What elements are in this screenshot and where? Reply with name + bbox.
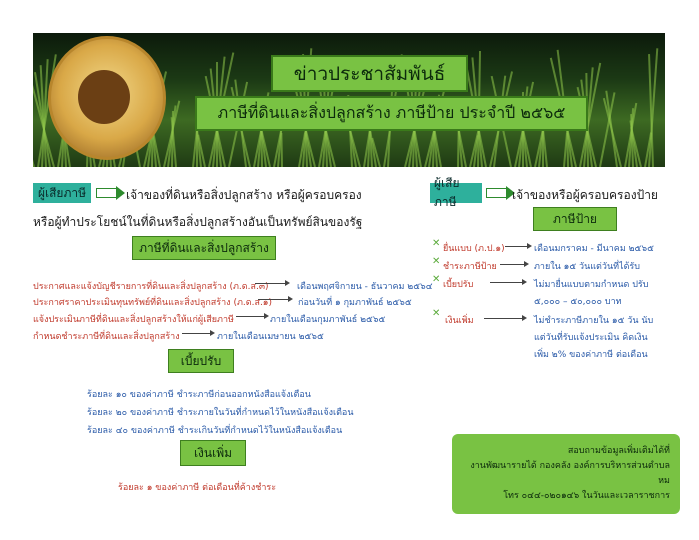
sign-row-label: เบี้ยปรับ xyxy=(443,280,474,290)
check-icon: ✕ xyxy=(432,308,441,319)
schedule-item: กำหนดชำระภาษีที่ดินและสิ่งปลูกสร้าง xyxy=(33,332,180,342)
sign-row-label: ยื่นแบบ (ภ.ป.๑) xyxy=(443,244,505,254)
schedule-when: ภายในเดือนเมษายน ๒๕๖๕ xyxy=(217,332,324,342)
arrow-icon xyxy=(255,283,289,284)
schedule-when: ภายในเดือนกุมภาพันธ์ ๒๕๖๕ xyxy=(270,315,386,325)
contact-line: งานพัฒนารายได้ กองคลัง องค์การบริหารส่วนตำบลหม xyxy=(470,461,670,486)
surcharge-text: ร้อยละ ๑ ของค่าภาษี ต่อเดือนที่ค้างชำระ xyxy=(118,483,277,493)
land-tax-heading: ภาษีที่ดินและสิ่งปลูกสร้าง xyxy=(132,236,276,260)
penalty-item: ร้อยละ ๔๐ ของค่าภาษี ชำระเกินวันที่กำหนดไว้ในหนังสือแจ้งเตือน xyxy=(87,426,343,436)
arrow-icon xyxy=(500,264,530,265)
schedule-when: เดือนพฤศจิกายน - ธันวาคม ๒๕๖๔ xyxy=(297,282,433,292)
taxpayer-desc-left-1: เจ้าของที่ดินหรือสิ่งปลูกสร้าง หรือผู้ครอบครอง xyxy=(126,188,362,202)
arrow-icon xyxy=(505,246,535,247)
contact-line: สอบถามข้อมูลเพิ่มเติมได้ที่ xyxy=(567,446,670,456)
sign-row-value: ไม่มายื่นแบบตามกำหนด ปรับ xyxy=(534,280,649,290)
page-subtitle: ภาษีที่ดินและสิ่งปลูกสร้าง ภาษีป้าย ประจำปี ๒๕๖๕ xyxy=(195,96,588,131)
surcharge-heading: เงินเพิ่ม xyxy=(180,440,246,466)
schedule-item: ประกาศและแจ้งบัญชีรายการที่ดินและสิ่งปลูกสร้าง (ภ.ด.ส.๓) xyxy=(33,282,269,292)
emblem-figure-icon xyxy=(78,70,130,124)
sign-tax-heading: ภาษีป้าย xyxy=(533,207,617,231)
schedule-item: ประกาศราคาประเมินทุนทรัพย์ที่ดินและสิ่งปลูกสร้าง (ภ.ด.ส.๑) xyxy=(33,298,273,308)
arrow-icon xyxy=(490,282,524,283)
sign-row-value: เดือนมกราคม - มีนาคม ๒๕๖๕ xyxy=(534,244,654,254)
penalty-item: ร้อยละ ๑๐ ของค่าภาษี ชำระภาษีก่อนออกหนังสือแจ้งเตือน xyxy=(87,390,311,400)
sign-row-value: ๕,๐๐๐ – ๕๐,๐๐๐ บาท xyxy=(534,297,622,307)
sign-row-value: ไม่ชำระภาษีภายใน ๑๕ วัน นับ xyxy=(534,316,654,326)
page-title: ข่าวประชาสัมพันธ์ xyxy=(271,55,468,92)
arrow-icon xyxy=(182,333,216,334)
sign-row-label: ชำระภาษีป้าย xyxy=(443,262,497,272)
taxpayer-label-left: ผู้เสียภาษี xyxy=(33,183,91,203)
taxpayer-desc-right: เจ้าของหรือผู้ครอบครองป้าย xyxy=(512,188,658,202)
contact-phone: โทร ๐๔๔-๐๒๐๑๔๖ ในวันและเวลาราชการ xyxy=(503,491,670,501)
check-icon: ✕ xyxy=(432,256,441,267)
contact-box xyxy=(452,434,680,514)
taxpayer-desc-left-2: หรือผู้ทำประโยชน์ในที่ดินหรือสิ่งปลูกสร้างอันเป็นทรัพย์สินของรัฐ xyxy=(33,215,363,229)
sign-row-value: ภายใน ๑๕ วันแต่วันที่ได้รับ xyxy=(534,262,640,272)
arrow-icon xyxy=(258,299,292,300)
check-icon: ✕ xyxy=(432,274,441,285)
sign-row-value: แต่วันที่รับแจ้งประเมิน คิดเงิน xyxy=(534,333,648,343)
taxpayer-label-right: ผู้เสียภาษี xyxy=(430,183,482,203)
arrow-icon xyxy=(484,318,524,319)
sign-row-value: เพิ่ม ๒% ของค่าภาษี ต่อเดือน xyxy=(534,350,648,360)
grass-blade xyxy=(280,133,283,167)
schedule-when: ก่อนวันที่ ๑ กุมภาพันธ์ ๒๕๖๕ xyxy=(298,298,412,308)
sign-row-label: เงินเพิ่ม xyxy=(445,316,474,326)
penalty-heading: เบี้ยปรับ xyxy=(168,349,234,373)
grass-blade xyxy=(33,138,35,167)
arrow-icon xyxy=(236,316,270,317)
penalty-item: ร้อยละ ๒๐ ของค่าภาษี ชำระภายในวันที่กำหนดไว้ในหนังสือแจ้งเตือน xyxy=(87,408,354,418)
check-icon: ✕ xyxy=(432,238,441,249)
schedule-item: แจ้งประเมินภาษีที่ดินและสิ่งปลูกสร้างให้แก่ผู้เสียภาษี xyxy=(33,315,234,325)
